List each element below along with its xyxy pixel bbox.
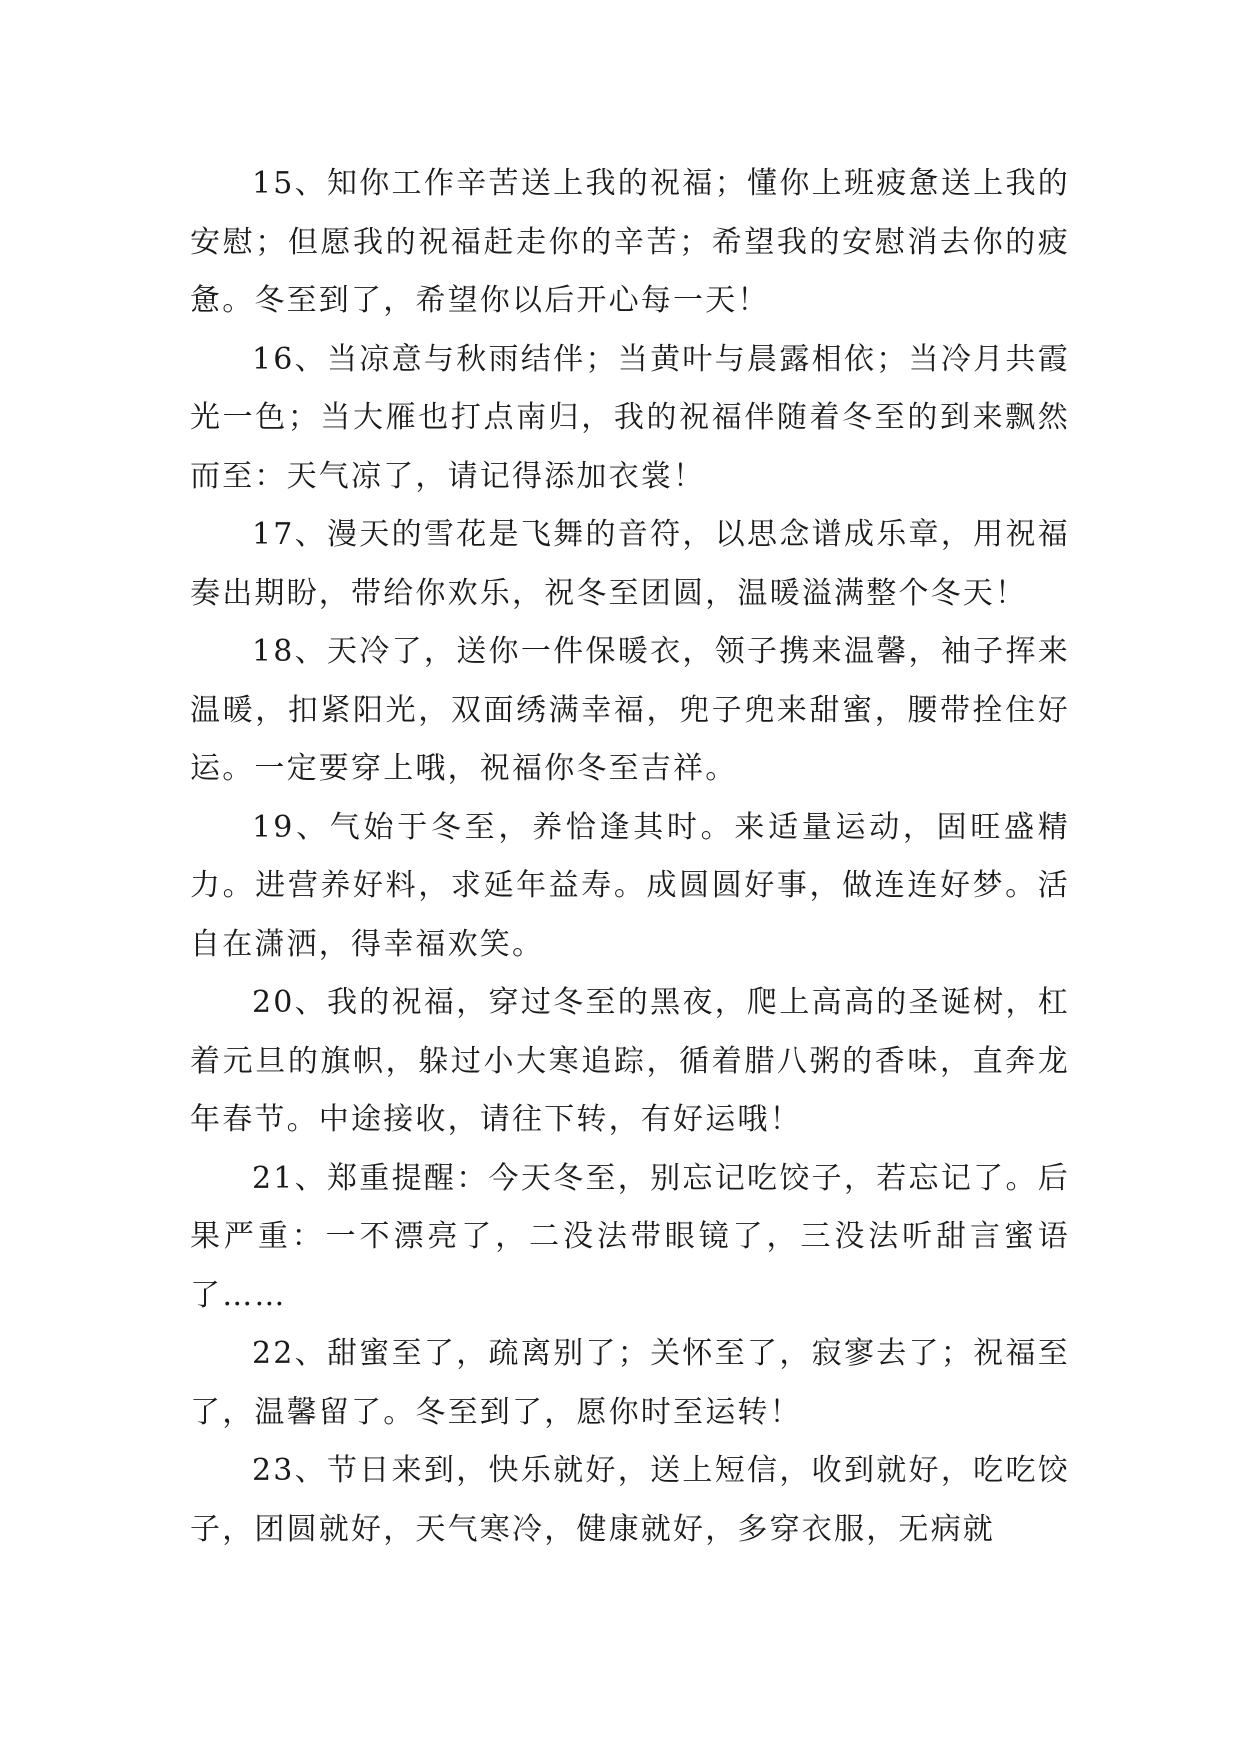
- paragraph-21: 21、郑重提醒：今天冬至，别忘记吃饺子，若忘记了。后果严重：一不漂亮了，二没法带眼镜了，三没法听甜言蜜语了……: [190, 1160, 1070, 1313]
- paragraph-17: 17、漫天的雪花是飞舞的音符，以思念谱成乐章，用祝福奏出期盼，带给你欢乐，祝冬至团圆，温暖溢满整个冬天！: [190, 517, 1070, 611]
- paragraph-15: 15、知你工作辛苦送上我的祝福；懂你上班疲惫送上我的安慰；但愿我的祝福赶走你的辛苦；希望我的安慰消去你的疲惫。冬至到了，希望你以后开心每一天！: [190, 166, 1070, 318]
- document-body: [190, 155, 1070, 1559]
- paragraph-16: 16、当凉意与秋雨结伴；当黄叶与晨露相依；当冷月共霞光一色；当大雁也打点南归，我的祝福伴随着冬至的到来飘然而至：天气凉了，请记得添加衣裳！: [190, 341, 1070, 494]
- paragraph-23: 23、节日来到，快乐就好，送上短信，收到就好，吃吃饺子，团圆就好，天气寒冷，健康就好，多穿衣服，无病就: [190, 1453, 1070, 1547]
- paragraph-18: 18、天冷了，送你一件保暖衣，领子携来温馨，袖子挥来温暖，扣紧阳光，双面绣满幸福，兜子兜来甜蜜，腰带拴住好运。一定要穿上哦，祝福你冬至吉祥。: [190, 634, 1070, 786]
- paragraph-22: 22、甜蜜至了，疏离别了；关怀至了，寂寥去了；祝福至了，温馨留了。冬至到了，愿你时至运转！: [190, 1336, 1070, 1430]
- paragraph-19: 19、气始于冬至，养恰逢其时。来适量运动，固旺盛精力。进营养好料，求延年益寿。成圆圆好事，做连连好梦。活自在潇洒，得幸福欢笑。: [190, 809, 1070, 962]
- paragraph-20: 20、我的祝福，穿过冬至的黑夜，爬上高高的圣诞树，杠着元旦的旗帜，躲过小大寒追踪，循着腊八粥的香味，直奔龙年春节。中途接收，请往下转，有好运哦！: [190, 985, 1070, 1137]
